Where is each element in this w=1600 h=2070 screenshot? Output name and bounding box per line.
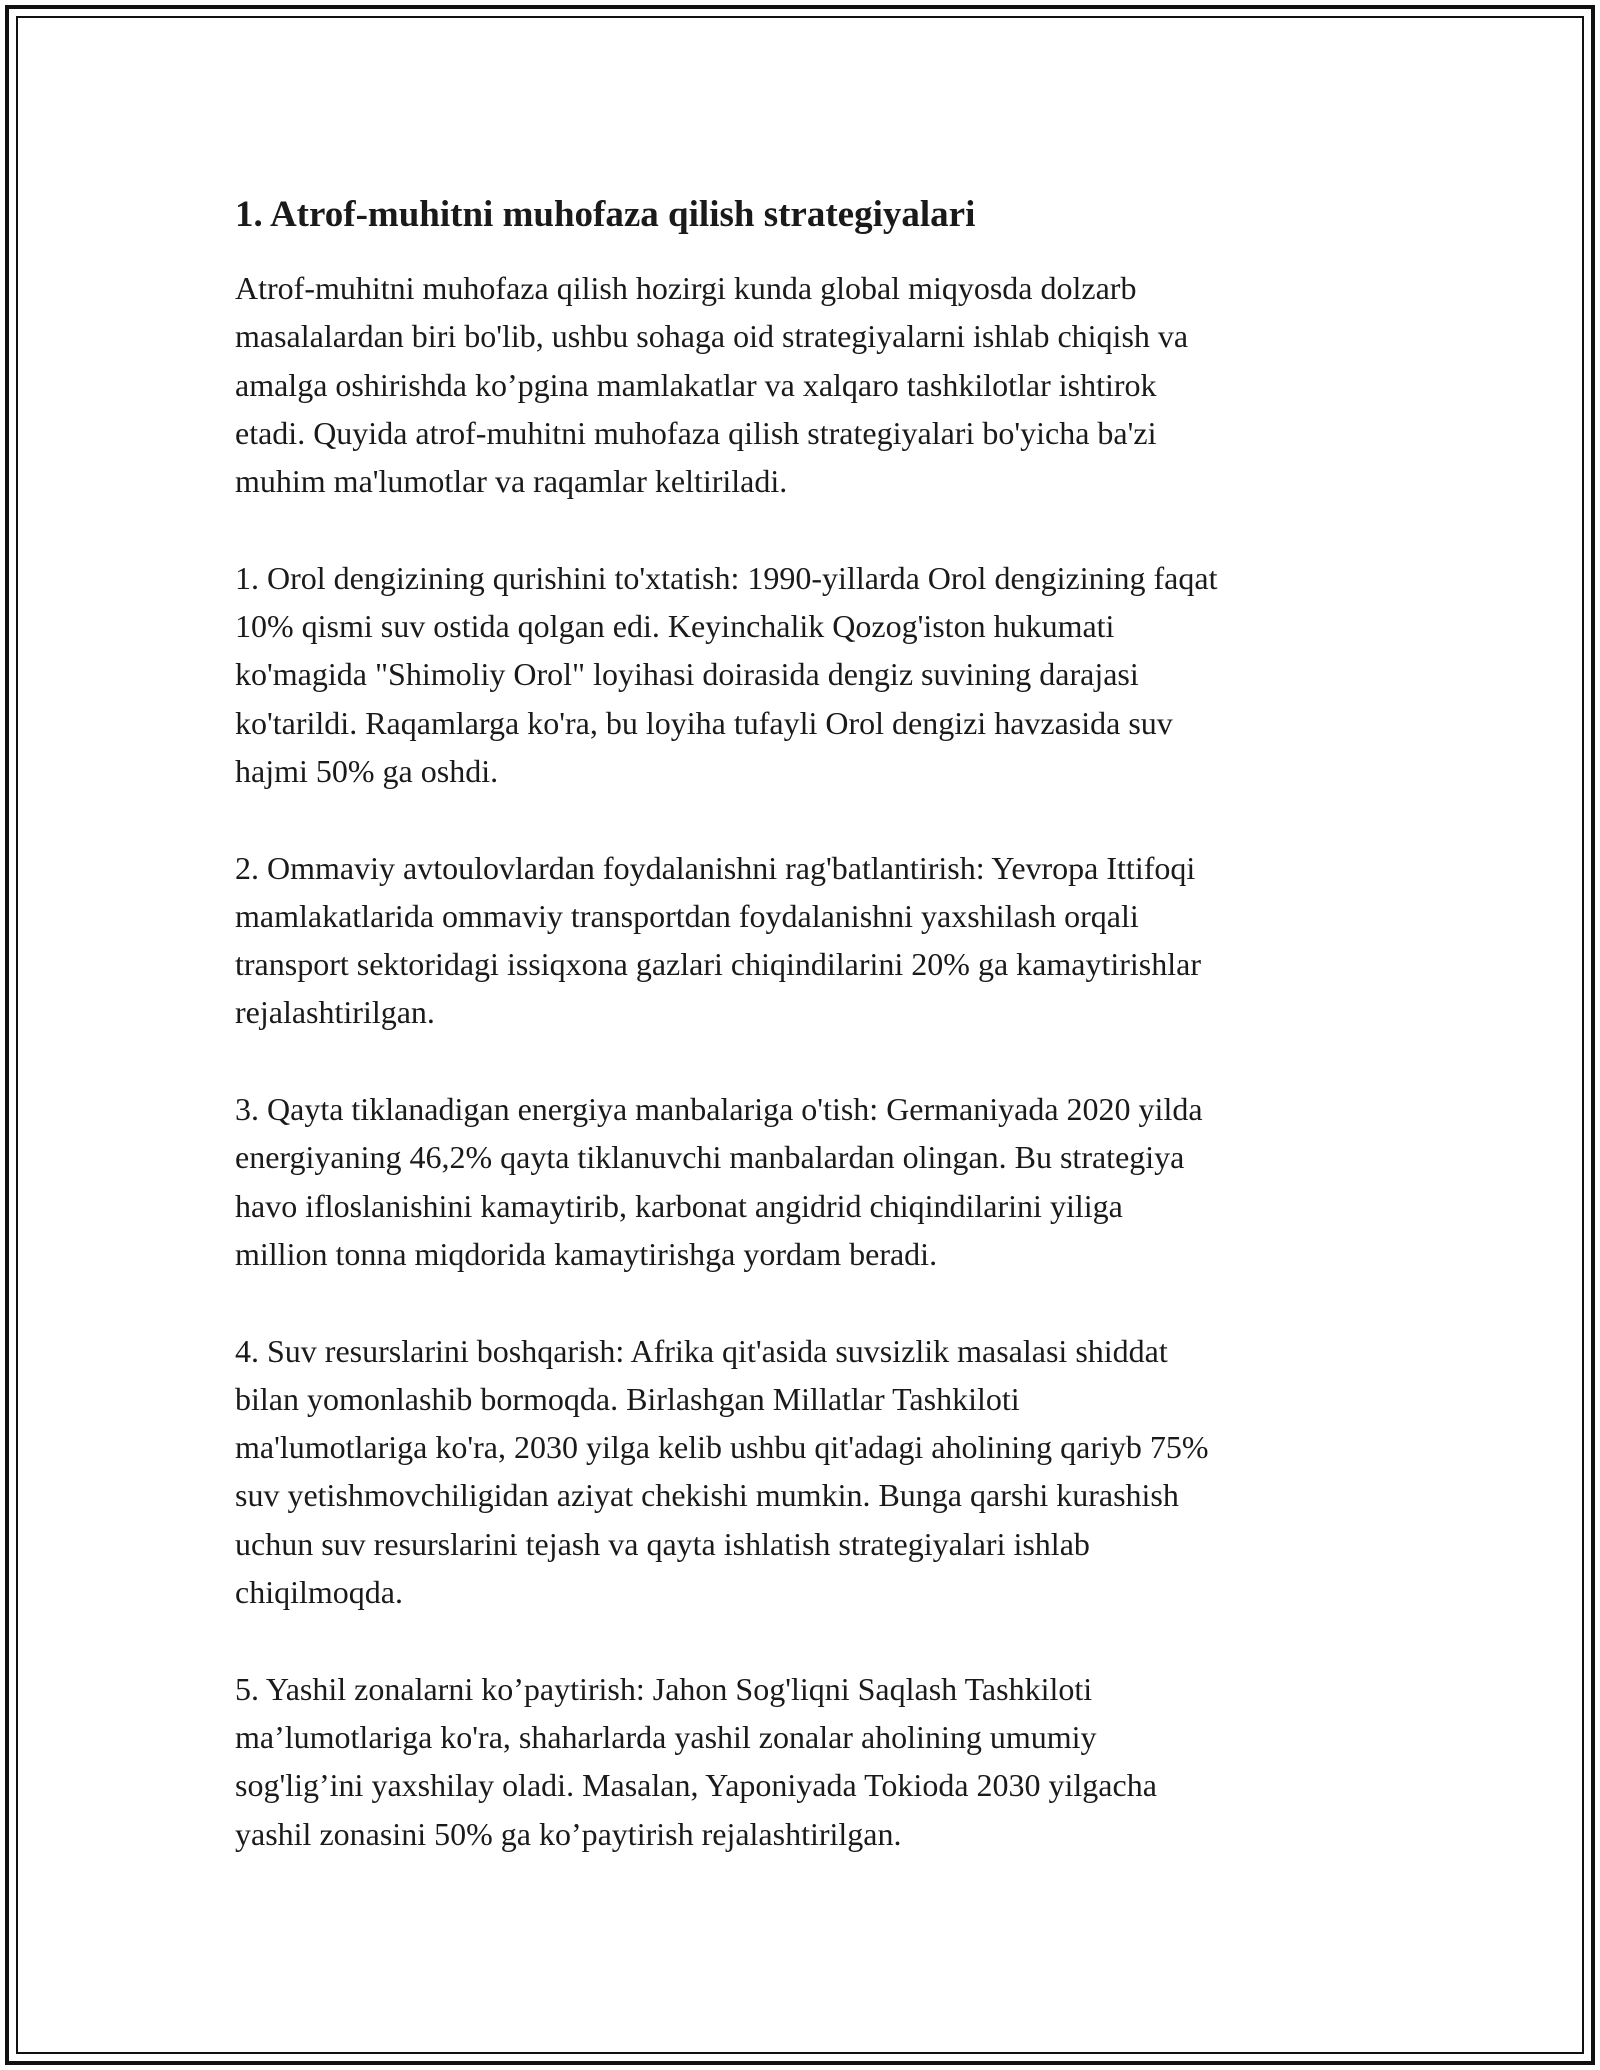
document-body [235, 188, 1385, 1906]
text-line: uchun suv resurslarini tejash va qayta ishlatish strategiyalari ishlab [235, 1525, 1090, 1562]
text-line: 10% qismi suv ostida qolgan edi. Keyinchalik Qozog'iston hukumati [235, 608, 1115, 645]
strategy-item-5 [235, 1665, 1385, 1858]
strategy-item-1 [235, 554, 1385, 795]
text-line: mamlakatlarida ommaviy transportdan foydalanishni yaxshilash orqali [235, 897, 1139, 934]
text-line: 4. Suv resurslarini boshqarish: Afrika qit'asida suvsizlik masalasi shiddat [235, 1332, 1168, 1369]
text-line: ko'tarildi. Raqamlarga ko'ra, bu loyiha tufayli Orol dengizi havzasida suv [235, 704, 1173, 741]
text-line: rejalashtirilgan. [235, 994, 435, 1031]
text-line: 2. Ommaviy avtoulovlardan foydalanishni rag'batlantirish: Yevropa Ittifoqi [235, 849, 1196, 886]
strategy-item-2 [235, 844, 1385, 1037]
text-line: energiyaning 46,2% qayta tiklanuvchi manbalardan olingan. Bu strategiya [235, 1139, 1185, 1176]
text-line: muhim ma'lumotlar va raqamlar keltiriladi. [235, 463, 788, 500]
text-line: bilan yomonlashib bormoqda. Birlashgan Millatlar Tashkiloti [235, 1380, 1020, 1417]
text-line: million tonna miqdorida kamaytirishga yordam beradi. [235, 1235, 938, 1272]
text-line: etadi. Quyida atrof-muhitni muhofaza qilish strategiyalari bo'yicha ba'zi [235, 414, 1157, 451]
text-line: yashil zonasini 50% ga ko’paytirish rejalashtirilgan. [235, 1815, 902, 1852]
text-line: transport sektoridagi issiqxona gazlari chiqindilarini 20% ga kamaytirishlar [235, 946, 1201, 983]
text-line: Atrof-muhitni muhofaza qilish hozirgi kunda global miqyosda dolzarb [235, 270, 1137, 306]
text-line: masalalardan biri bo'lib, ushbu sohaga oid strategiyalarni ishlab chiqish va [235, 318, 1189, 355]
text-line: ma’lumotlariga ko'ra, shaharlarda yashil zonalar aholining umumiy [235, 1718, 1097, 1755]
text-line: 5. Yashil zonalarni ko’paytirish: Jahon Sog'liqni Saqlash Tashkiloti [235, 1670, 1093, 1707]
text-line: havo ifloslanishini kamaytirib, karbonat angidrid chiqindilarini yiliga [235, 1187, 1123, 1224]
strategy-item-3 [235, 1085, 1385, 1278]
text-line: hajmi 50% ga oshdi. [235, 752, 499, 789]
strategy-item-4 [235, 1327, 1385, 1617]
text-line: 3. Qayta tiklanadigan energiya manbalariga o'tish: Germaniyada 2020 yilda [235, 1091, 1203, 1128]
text-line: ma'lumotlariga ko'ra, 2030 yilga kelib ushbu qit'adagi aholining qariyb 75% [235, 1429, 1209, 1466]
text-line: ko'magida "Shimoliy Orol" loyihasi doirasida dengiz suvining darajasi [235, 656, 1139, 693]
document-title: 1. Atrof-muhitni muhofaza qilish strategiyalari [235, 194, 976, 235]
intro-paragraph [235, 264, 1385, 505]
text-line: suv yetishmovchiligidan aziyat chekishi mumkin. Bunga qarshi kurashish [235, 1477, 1179, 1514]
text-line: sog'lig’ini yaxshilay oladi. Masalan, Yaponiyada Tokioda 2030 yilgacha [235, 1767, 1157, 1804]
text-line: chiqilmoqda. [235, 1574, 403, 1611]
text-line: amalga oshirishda ko’pgina mamlakatlar va xalqaro tashkilotlar ishtirok [235, 366, 1157, 403]
text-line: 1. Orol dengizining qurishini to'xtatish: 1990-yillarda Orol dengizining faqat [235, 559, 1218, 596]
